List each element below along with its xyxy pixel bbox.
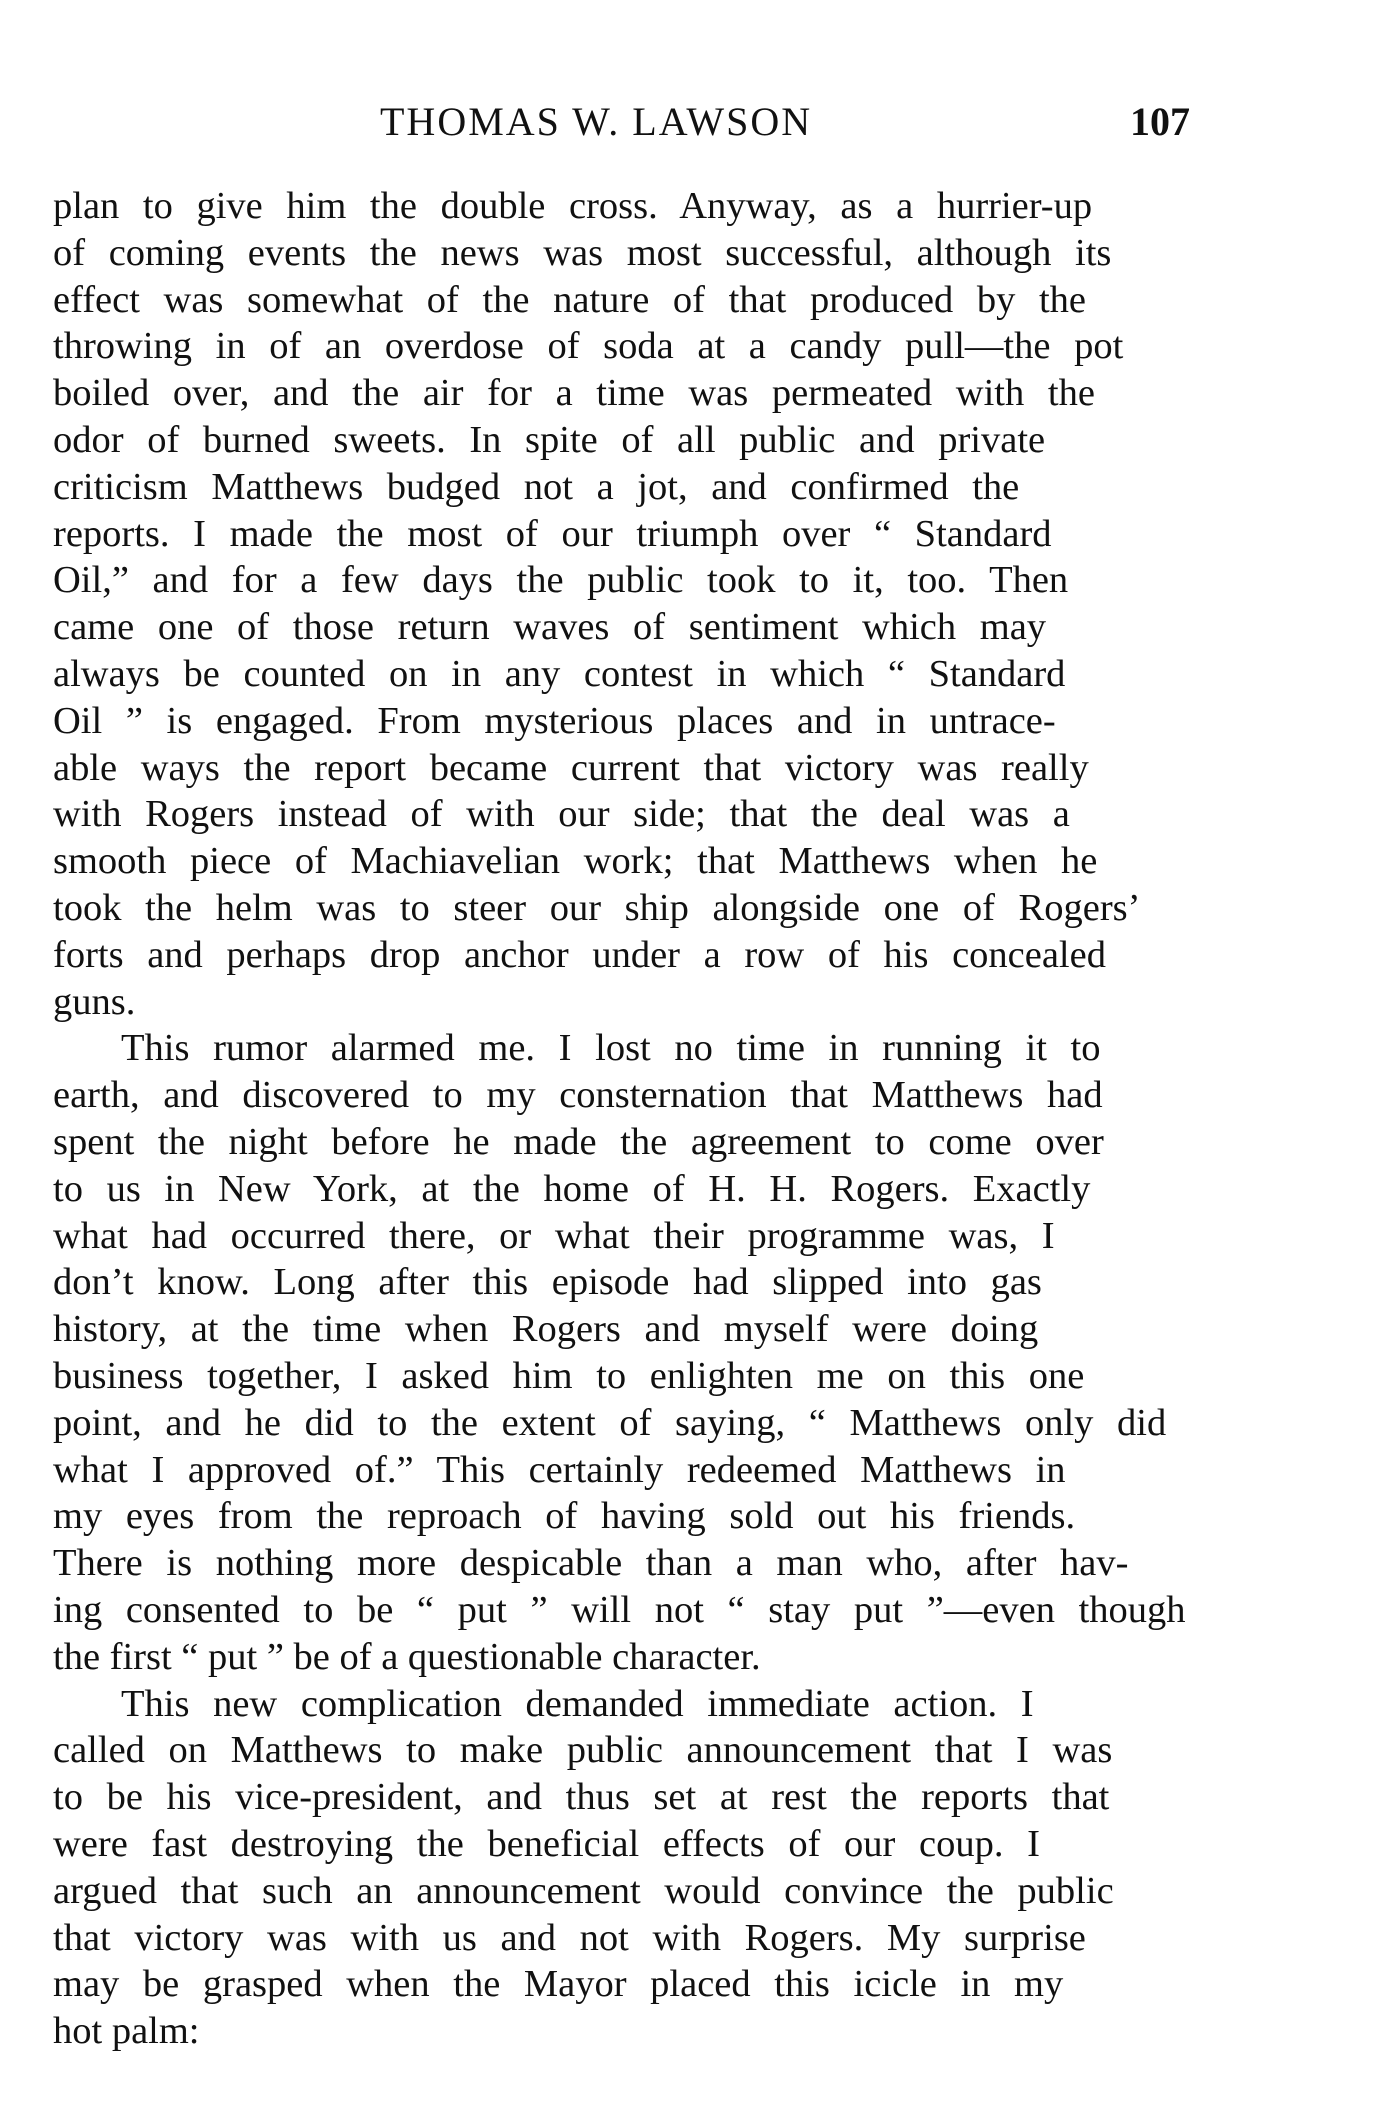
text-line: [0, 417, 1380, 463]
text-line-content: earth, and discovered to my consternation that Matthews had: [53, 1074, 1103, 1117]
text-line-content: forts and perhaps drop anchor under a row of his concealed: [53, 933, 1106, 976]
text-line-content: with Rogers instead of with our side; that the deal was a: [53, 793, 1070, 836]
text-line: [0, 1072, 1380, 1118]
text-line: [0, 651, 1380, 697]
text-line: [0, 183, 1380, 229]
text-line: [0, 1166, 1380, 1212]
text-line-content: point, and he did to the extent of saying, “ Matthews only did: [53, 1401, 1167, 1444]
text-line: [0, 1306, 1380, 1352]
text-line: [0, 1025, 1380, 1071]
text-line: [0, 698, 1380, 744]
text-line: [0, 838, 1380, 884]
text-line: [0, 979, 1380, 1025]
text-line: [0, 1774, 1380, 1820]
text-line-content: took the helm was to steer our ship alongside one of Rogers’: [53, 887, 1141, 929]
text-line-content: of coming events the news was most successful, although its: [53, 231, 1112, 274]
text-line: [0, 370, 1380, 416]
text-line-content: throwing in of an overdose of soda at a candy pull—the pot: [53, 325, 1124, 368]
text-line-content: came one of those return waves of sentiment which may: [53, 606, 1047, 649]
text-line: [0, 604, 1380, 650]
text-line: [0, 1400, 1380, 1446]
text-line-content: spent the night before he made the agreement to come over: [53, 1121, 1104, 1163]
text-line: [0, 885, 1380, 931]
text-line-content: boiled over, and the air for a time was permeated with the: [53, 372, 1095, 415]
text-line: [0, 1915, 1380, 1961]
text-line: [0, 1213, 1380, 1259]
text-line-content: the first “ put ” be of a questionable character.: [53, 1635, 761, 1678]
text-line: [0, 1821, 1380, 1867]
text-line-content: history, at the time when Rogers and myself were doing: [53, 1308, 1039, 1351]
text-line: [0, 791, 1380, 837]
text-line: [0, 464, 1380, 510]
text-line-content: always be counted on in any contest in which “ Standard: [53, 653, 1066, 695]
text-line: [0, 1353, 1380, 1399]
text-line-content: Oil,” and for a few days the public took to it, too. Then: [53, 559, 1069, 602]
text-line-content: were fast destroying the beneficial effects of our coup. I: [53, 1823, 1040, 1865]
text-line: [0, 230, 1380, 276]
running-head: [0, 98, 1380, 148]
text-line-content: This rumor alarmed me. I lost no time in running it to: [121, 1027, 1101, 1070]
text-line: [0, 1681, 1380, 1727]
running-title: THOMAS W. LAWSON: [380, 99, 813, 144]
text-line-content: reports. I made the most of our triumph over “ Standard: [53, 512, 1052, 555]
text-line: [0, 932, 1380, 978]
text-line-content: may be grasped when the Mayor placed this icicle in my: [53, 1963, 1064, 2006]
text-line: [0, 1119, 1380, 1165]
text-line: [0, 1493, 1380, 1539]
text-line: [0, 2008, 1380, 2054]
text-line-content: Oil ” is engaged. From mysterious places and in untrace-: [53, 699, 1056, 742]
text-line: [0, 1259, 1380, 1305]
text-line: [0, 511, 1380, 557]
text-line: [0, 277, 1380, 323]
text-line-content: There is nothing more despicable than a man who, after hav-: [53, 1542, 1129, 1585]
text-line: [0, 1634, 1380, 1680]
text-line-content: what I approved of.” This certainly redeemed Matthews in: [53, 1448, 1066, 1491]
text-line: [0, 557, 1380, 603]
text-line-content: effect was somewhat of the nature of that produced by the: [53, 278, 1087, 321]
text-line-content: business together, I asked him to enlighten me on this one: [53, 1355, 1085, 1397]
text-line-content: guns.: [53, 980, 136, 1023]
text-line: [0, 1540, 1380, 1586]
text-line: [0, 1961, 1380, 2007]
text-line: [0, 1587, 1380, 1633]
text-line-content: This new complication demanded immediate action. I: [121, 1682, 1034, 1725]
text-line: [0, 323, 1380, 369]
text-line: [0, 1868, 1380, 1914]
text-line-content: plan to give him the double cross. Anyway, as a hurrier-up: [53, 185, 1093, 227]
text-line-content: don’t know. Long after this episode had slipped into gas: [53, 1261, 1042, 1304]
text-line-content: able ways the report became current that victory was really: [53, 746, 1089, 789]
text-line-content: what had occurred there, or what their programme was, I: [53, 1214, 1055, 1257]
text-line-content: smooth piece of Machiavelian work; that Matthews when he: [53, 840, 1098, 883]
text-line: [0, 1447, 1380, 1493]
text-line-content: argued that such an announcement would convince the public: [53, 1869, 1114, 1912]
text-line-content: odor of burned sweets. In spite of all public and private: [53, 419, 1046, 461]
page-number: 107: [1130, 99, 1190, 144]
text-line-content: my eyes from the reproach of having sold out his friends.: [53, 1495, 1076, 1538]
text-line-content: criticism Matthews budged not a jot, and confirmed the: [53, 465, 1020, 508]
text-line-content: hot palm:: [53, 2010, 200, 2053]
text-line-content: ing consented to be “ put ” will not “ stay put ”—even though: [53, 1589, 1186, 1631]
text-line-content: to be his vice-president, and thus set at rest the reports that: [53, 1776, 1110, 1819]
text-line-content: to us in New York, at the home of H. H. Rogers. Exactly: [53, 1167, 1091, 1210]
text-line-content: called on Matthews to make public announcement that I was: [53, 1729, 1113, 1772]
text-line: [0, 745, 1380, 791]
text-line: [0, 1727, 1380, 1773]
text-line-content: that victory was with us and not with Rogers. My surprise: [53, 1916, 1086, 1959]
